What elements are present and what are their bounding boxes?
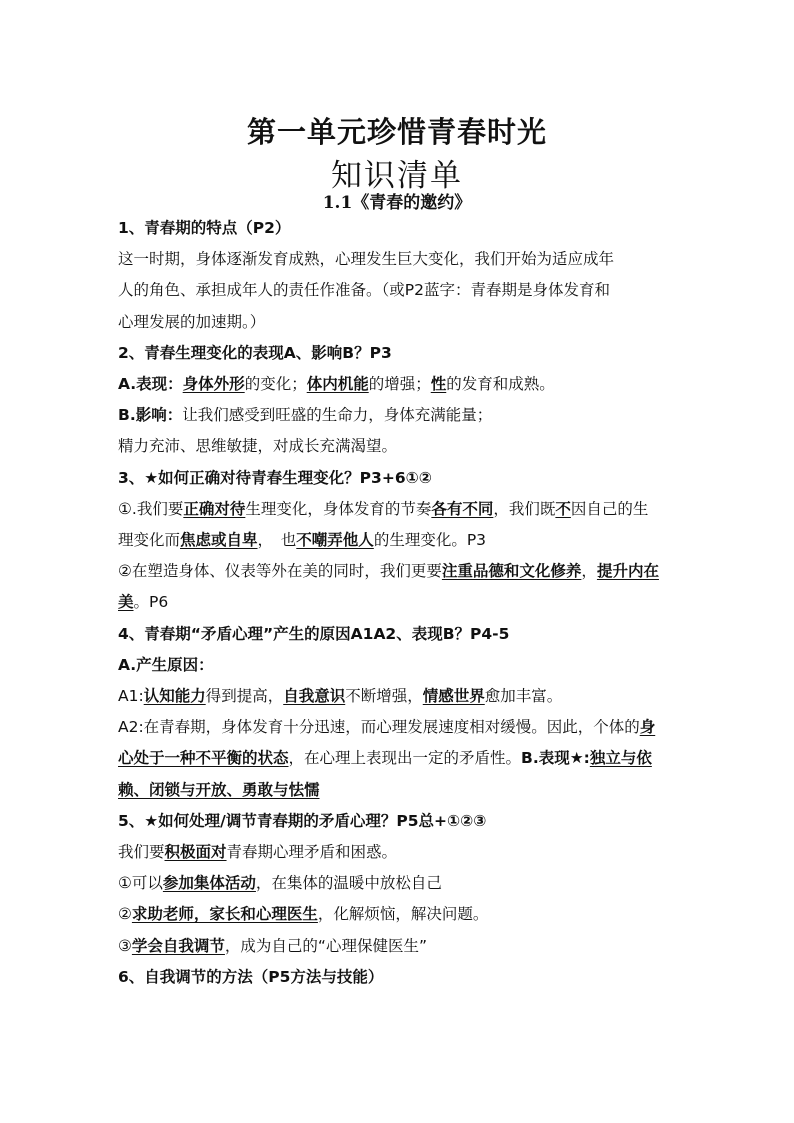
text: 的变化； [244, 375, 307, 394]
label: B.表现★: [521, 749, 590, 768]
paragraph-line [118, 587, 678, 618]
document-body [118, 213, 678, 993]
keyword: 正确对待 [183, 499, 246, 518]
keyword: 独立与依 [589, 749, 652, 768]
text: ， [581, 562, 597, 581]
keyword: 学会自我调节 [131, 936, 225, 955]
keyword: 积极面对 [164, 843, 227, 862]
paragraph-line: 这一时期，身体逐渐发育成熟，心理发生巨大变化，我们开始为适应成年 [118, 250, 615, 269]
text: 不断增强， [345, 687, 423, 706]
keyword: 身体外形 [182, 375, 245, 394]
text: ①.我们要 [118, 499, 184, 518]
subheading: A.产生原因： [118, 655, 214, 674]
label: B.影响： [118, 406, 183, 425]
paragraph-line [118, 400, 678, 431]
text: 我们要 [118, 843, 165, 862]
paragraph-line: 精力充沛、思维敏捷，对成长充满渴望。 [118, 437, 398, 456]
text: ，我们既 [493, 499, 556, 518]
keyword: 求助老师，家长和心理医生 [131, 905, 318, 924]
keyword: 心处于一种不平衡的状态 [118, 749, 289, 768]
text: 愈加丰富。 [484, 687, 563, 706]
paragraph-line [118, 837, 678, 868]
text: ③ [118, 936, 132, 955]
text: ①可以 [118, 874, 163, 893]
unit-title: 第一单元珍惜青春时光 [246, 115, 547, 149]
text: 。P6 [133, 593, 169, 612]
heading-4: 4、青春期“矛盾心理”产生的原因A1A2、表现B？P4-5 [118, 624, 510, 643]
paragraph-line [118, 775, 678, 806]
keyword: 赖、闭锁与开放、勇敢与怯懦 [118, 780, 320, 799]
keyword: 不 [555, 499, 571, 518]
text: ，在心理上表现出一定的矛盾性。 [288, 749, 522, 768]
keyword: 性 [430, 375, 447, 394]
paragraph-line [118, 868, 678, 899]
keyword: 自我意识 [283, 687, 346, 706]
text: ②在塑造身体、仪表等外在美的同时，我们更要 [118, 562, 442, 581]
heading-6: 6、自我调节的方法（P5方法与技能） [118, 967, 384, 986]
heading-1: 1、青春期的特点（P2） [118, 219, 291, 237]
keyword: 焦虑或自卑 [180, 531, 258, 550]
text: A1: [118, 687, 144, 706]
text: 理变化而 [118, 531, 181, 550]
text: 生理变化，身体发育的节奏 [245, 499, 432, 518]
text: A2:在青春期，身体发育十分迅速，而心理发展速度相对缓慢。因此，个体的 [118, 718, 640, 737]
paragraph-line [118, 556, 678, 587]
paragraph-line: 心理发展的加速期。） [118, 312, 266, 331]
keyword: 美 [118, 593, 134, 612]
keyword: 参加集体活动 [162, 874, 256, 893]
text: 的发育和成熟。 [446, 375, 555, 394]
paragraph-line [118, 712, 678, 743]
text: 让我们感受到旺盛的生命力，身体充满能量； [182, 406, 493, 425]
text: 因自己的生 [570, 499, 649, 518]
keyword: 情感世界 [422, 687, 485, 706]
section-title: 知识清单 [331, 158, 463, 194]
lesson-title: 1.1《青春的邀约》 [322, 193, 472, 213]
keyword: 认知能力 [143, 687, 206, 706]
keyword: 注重品德和文化修养 [441, 562, 582, 581]
keyword: 各有不同 [431, 499, 494, 518]
paragraph-line [118, 899, 678, 930]
text: ， 也 [257, 531, 297, 550]
text: 得到提高， [205, 687, 284, 706]
paragraph-line: 人的角色、承担成年人的责任作准备。（或P2蓝字：青春期是身体发育和 [118, 281, 610, 300]
text: ② [118, 905, 132, 924]
paragraph-line [118, 525, 678, 556]
label: A.表现： [118, 375, 183, 394]
paragraph-line [118, 931, 678, 962]
heading-2: 2、青春生理变化的表现A、影响B？P3 [118, 343, 392, 362]
heading-5: 5、★如何处理/调节青春期的矛盾心理？P5总+①②③ [118, 811, 487, 830]
keyword: 体内机能 [306, 375, 369, 394]
paragraph-line [118, 681, 678, 712]
text: ，化解烦恼，解决问题。 [317, 905, 489, 924]
keyword: 不嘲弄他人 [296, 531, 374, 550]
paragraph-line [118, 743, 678, 774]
text: 青春期心理矛盾和困惑。 [226, 843, 398, 862]
heading-3: 3、★如何正确对待青春生理变化？P3+6①② [118, 468, 432, 487]
text: 的增强； [368, 375, 431, 394]
keyword: 提升内在 [596, 562, 659, 581]
keyword: 身 [639, 718, 656, 737]
text: ，成为自己的“心理保健医生” [224, 936, 427, 955]
text: ，在集体的温暖中放松自己 [255, 874, 442, 893]
paragraph-line [118, 494, 678, 525]
paragraph-line [118, 369, 678, 400]
text: 的生理变化。P3 [373, 531, 487, 550]
